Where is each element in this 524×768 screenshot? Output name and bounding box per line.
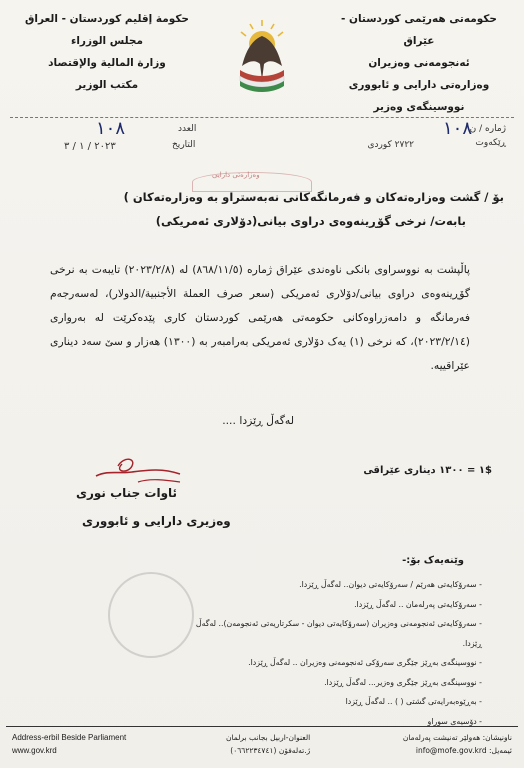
header-kurdish-line: نووسینگەی وەزیر: [373, 101, 465, 113]
cc-item: - نووسینگەی بەڕێز جێگری سەرۆکی ئەنجومەنی وەزیران .. لەگەڵ ڕێزدا.: [182, 653, 482, 673]
kurdistan-emblem-icon: [222, 10, 302, 102]
number-value-ku: ١٠٨: [442, 118, 472, 139]
cc-title: وێنەیەک بۆ:-: [402, 555, 464, 566]
footer-english: [12, 731, 126, 757]
footer-arabic: [226, 731, 310, 757]
footer-kurdish: [403, 731, 512, 757]
header-kurdish-line: ئەنجومەنی وەزیران: [368, 57, 470, 69]
header-arabic: [12, 8, 202, 96]
header-kurdish-line: وەزارەتی دارایی و ئابووری: [348, 79, 490, 91]
footer-phone: ژ.تەلەفۆن (٠٦٦٢٢٣٤٧٤١): [230, 746, 311, 755]
header-arabic-line: وزارة المالية والإقتصاد: [48, 57, 166, 69]
header-arabic-line: مكتب الوزير: [75, 79, 139, 91]
cc-list: [182, 575, 482, 731]
signatory-title: وەزیری دارایی و ئابووری: [82, 514, 231, 528]
signatory-name: ئاوات جناب نوری: [76, 486, 178, 500]
date-value-ku: ٢٧٢٢ کوردی: [367, 140, 414, 150]
subject-line: بابەت/ نرخی گۆڕینەوەی دراوی بیانی(دۆلاری ئەمریکی): [155, 214, 466, 228]
date-label-ar: التاريخ: [172, 140, 196, 150]
cc-item: - دۆسیەی سوراو: [182, 712, 482, 732]
number-label-ku: ژمارە / ن: [469, 124, 506, 134]
footer-website-link[interactable]: www.gov.krd: [12, 746, 57, 755]
footer-divider: [6, 726, 518, 727]
date-label-ku: ڕێکەوت: [475, 138, 506, 148]
cc-item: - سەرۆکایەتی ئەنجومەنی وەزیران (سەرۆکایەتی دیوان - سکرتاریەتی ئەنجومەن).. لەگەڵ ڕێزدا.: [182, 614, 482, 653]
footer-email-link[interactable]: ئیمەیل: info@mofe.gov.krd: [415, 746, 512, 755]
exchange-rate-note: $١ = ١٣٠٠ ديناری عێراقی: [363, 465, 492, 476]
header-kurdish-line: حکومەتی هەرێمی کوردستان - عێراق: [341, 13, 497, 47]
header-divider: [10, 117, 514, 118]
header-kurdish: [324, 8, 514, 118]
cc-item: - سەرۆکایەتی پەرلەمان .. لەگەڵ ڕێزدا.: [182, 595, 482, 615]
number-label-ar: العدد: [178, 124, 197, 134]
footer-address-ar: العنوان-اربيل بجانب برلمان: [226, 733, 311, 742]
header-arabic-line: مجلس الوزراء: [70, 35, 144, 47]
footer-address-ku: ناونیشان: هەولێر تەنیشت پەرلەمان: [402, 733, 512, 742]
cc-item: - بەڕێوەبەرایەتی گشتی ( ) .. لەگەڵ ڕێزدا: [182, 692, 482, 712]
header-arabic-line: حكومة إقليم كوردستان - العراق: [24, 13, 189, 25]
cc-item: - سەرۆکایەتی هەرێم / سەرۆکایەتی دیوان.. لەگەڵ ڕێزدا.: [182, 575, 482, 595]
letter-body: پاڵپشت بە نووسراوی بانکی ناوەندی عێراق ژمارە (٨٦٨/١١/٥) لە (٢٠٢٣/٢/٨) تایبەت بە نرخی گۆڕینەوەی دراوی بیانی/دۆلاری ئەمریکی (سعر صرف العملة الأجنبية/الدولار)، لەسەرجەم فەرمانگە و دامەزراوەکانی حکومەتی هەرێمی کوردستان کاری پێدەکرێت لە بەرواری (٢٠٢٣/٢/١٤)، کە نرخی (١) یەک دۆلاری ئەمریکی بەرامبەر بە (١٣٠٠) هەزار و سێ سەد دیناری عێراقییە.: [50, 263, 470, 372]
regards-line: لەگەڵ ڕێزدا ....: [222, 414, 294, 427]
number-value-ar: ١٠٨: [96, 118, 126, 139]
recipient-line: بۆ / گشت وەزارەتەکان و فەرمانگەکانی نەبەستراو بە وەزارەتەکان ): [123, 190, 504, 204]
cc-item: - نووسینگەی بەڕێز جێگری وەزیر... لەگەڵ ڕێزدا.: [182, 673, 482, 693]
ministry-seal-text: وەزارەتی دارایی: [212, 171, 260, 179]
date-value-ar: ٢٠٢٣ / ١ / ٣: [64, 141, 116, 152]
footer-address: Address-erbil Beside Parliament: [12, 733, 127, 742]
